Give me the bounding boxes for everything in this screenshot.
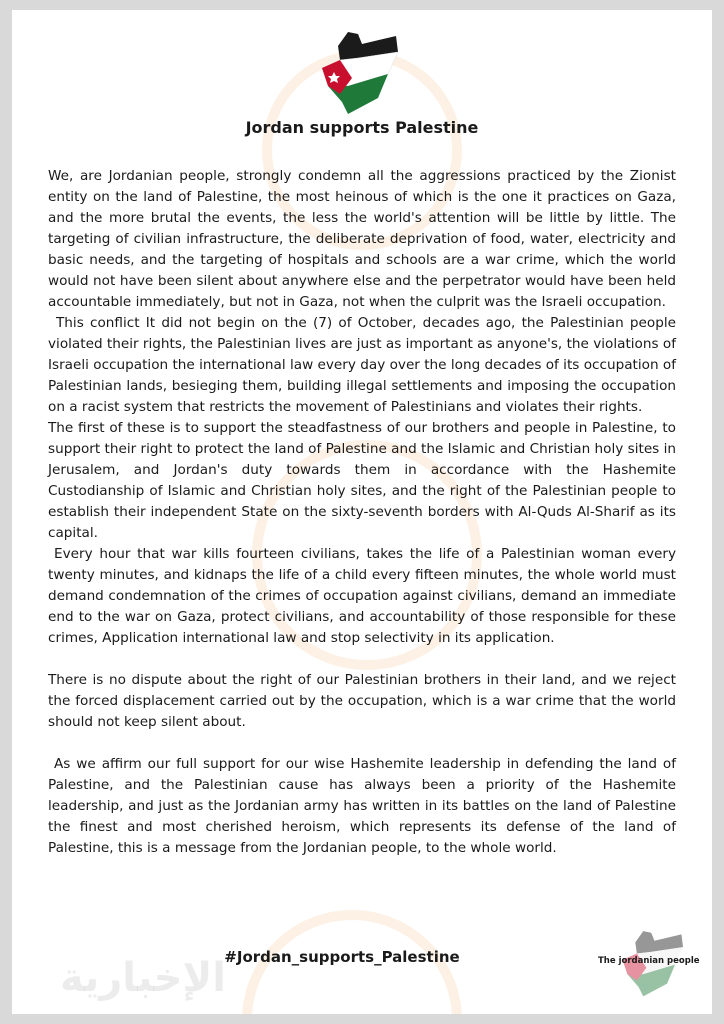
arabic-watermark: الإخبارية xyxy=(60,955,226,1001)
paragraph: The first of these is to support the steadfastness of our brothers and people in Palestine, to support their right to protect the land of Palestine and the Islamic and Christian holy sites in Jerusalem, and Jordan's duty towards them in accordance with the Hashemite Custodianship of Islamic and Christian holy sites, and the right of the Palestinian people to establish their independent State on the sixty-seventh borders with Al-Quds Al-Sharif as its capital. xyxy=(48,420,676,541)
paragraph: There is no dispute about the right of our Palestinian brothers in their land, and we reject the forced displacement carried out by the occupation, which is a war crime that the world should not keep silent about. xyxy=(48,672,676,730)
paragraph: We, are Jordanian people, strongly condemn all the aggressions practiced by the Zionist entity on the land of Palestine, the most heinous of which is the one it practices on Gaza, and the more brutal the events, the less the world's attention will be little by little. The targeting of civilian infrastructure, the deliberate deprivation of food, water, electricity and basic needs, and the targeting of hospitals and schools are a war crime, which the world would not have been silent about anywhere else and the perpetrator would have been held accountable immediately, but not in Gaza, not when the culprit was the Israeli occupation. xyxy=(48,168,676,310)
paragraph: This conflict It did not begin on the (7) of October, decades ago, the Palestinian people violated their rights, the Palestinian lives are just as important as anyone's, the violations of Israeli occupation the international law every day over the long decades of its occupation of Palestinian lands, besieging them, building illegal settlements and imposing the occupation on a racist system that restricts the movement of Palestinians and violates their rights. xyxy=(48,315,676,415)
page xyxy=(12,10,712,1014)
paragraph: Every hour that war kills fourteen civilians, takes the life of a Palestinian woman every twenty minutes, and kidnaps the life of a child every fifteen minutes, the whole world must demand condemnation of the crimes of occupation against civilians, demand an immediate end to the war on Gaza, protect civilians, and accountability of those responsible for these crimes, Application international law and stop selectivity in its application. xyxy=(48,546,676,646)
paragraph: As we affirm our full support for our wise Hashemite leadership in defending the land of Palestine, and the Palestinian cause has always been a priority of the Hashemite leadership, and just as the Jordanian army has written in its battles on the land of Palestine the finest and most cherished heroism, which represents its defense of the land of Palestine, this is a message from the Jordanian people, to the whole world. xyxy=(48,756,676,856)
jordan-map-flag-icon xyxy=(318,28,400,116)
page-title: Jordan supports Palestine xyxy=(245,118,479,137)
hashtag: #Jordan_supports_Palestine xyxy=(224,948,460,966)
statement-body xyxy=(48,166,676,859)
credit-label: The jordanian people xyxy=(598,956,700,966)
